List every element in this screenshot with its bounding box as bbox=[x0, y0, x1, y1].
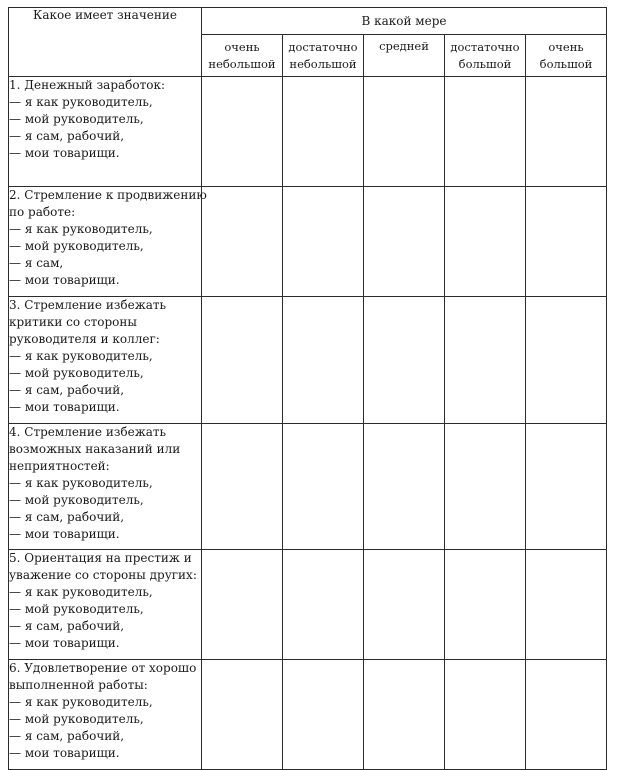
factor-subitem: — мой руководитель, bbox=[9, 712, 144, 726]
scale-header-very-large bbox=[526, 35, 607, 77]
rating-cell-medium[interactable] bbox=[364, 77, 445, 187]
factor-subitem: — мой руководитель, bbox=[9, 602, 144, 616]
factor-title-line: руководителя и коллег: bbox=[9, 332, 160, 346]
factor-row bbox=[9, 297, 607, 424]
factor-subitem: — мои товарищи. bbox=[9, 400, 120, 414]
factor-title-line: неприятностей: bbox=[9, 459, 110, 473]
factor-subitem: — я как руководитель, bbox=[9, 95, 153, 109]
factor-title-line: критики со стороны bbox=[9, 315, 137, 329]
rating-cell-medium[interactable] bbox=[364, 424, 445, 550]
factor-subitem: — я как руководитель, bbox=[9, 695, 153, 709]
rating-cell-fairly-small[interactable] bbox=[283, 297, 364, 424]
rating-cell-fairly-large[interactable] bbox=[445, 77, 526, 187]
factor-subitem: — я сам, bbox=[9, 256, 64, 270]
factor-cell bbox=[9, 550, 202, 660]
factor-cell bbox=[9, 187, 207, 297]
factor-subitem: — я как руководитель, bbox=[9, 476, 153, 490]
factor-title-line: 4. Стремление избежать bbox=[9, 425, 167, 439]
factor-subitem: — я сам, рабочий, bbox=[9, 619, 125, 633]
header-row-top bbox=[9, 8, 607, 35]
rating-cell-fairly-large[interactable] bbox=[445, 424, 526, 550]
factor-subitem: — мой руководитель, bbox=[9, 239, 144, 253]
factor-title-line: уважение со стороны других: bbox=[9, 568, 197, 582]
rating-cell-medium[interactable] bbox=[364, 660, 445, 770]
scale-header-fairly-small bbox=[283, 35, 364, 77]
factor-cell bbox=[9, 660, 202, 770]
factor-subitem: — я как руководитель, bbox=[9, 222, 153, 236]
factor-subitem: — мои товарищи. bbox=[9, 273, 120, 287]
rating-cell-fairly-small[interactable] bbox=[283, 660, 364, 770]
factor-title-line: 6. Удовлетворение от хорошо bbox=[9, 661, 197, 675]
rating-cell-very-small[interactable] bbox=[202, 660, 283, 770]
factor-subitem: — я сам, рабочий, bbox=[9, 729, 125, 743]
factor-cell bbox=[9, 77, 202, 187]
survey-table bbox=[8, 7, 607, 770]
rating-cell-medium[interactable] bbox=[364, 550, 445, 660]
rating-cell-fairly-large[interactable] bbox=[445, 187, 526, 297]
scale-label-line1: очень bbox=[224, 39, 260, 54]
rating-cell-fairly-small[interactable] bbox=[283, 550, 364, 660]
importance-column-header: Какое имеет значение bbox=[9, 8, 202, 77]
factor-title-line: 3. Стремление избежать bbox=[9, 298, 167, 312]
rating-cell-fairly-small[interactable] bbox=[283, 187, 364, 297]
scale-label-line2: большой bbox=[539, 56, 593, 71]
factor-title-line: выполненной работы: bbox=[9, 678, 148, 692]
factor-title-line: возможных наказаний или bbox=[9, 442, 181, 456]
factor-subitem: — мой руководитель, bbox=[9, 366, 144, 380]
rating-cell-fairly-large[interactable] bbox=[445, 297, 526, 424]
scale-label-line1: достаточно bbox=[450, 39, 520, 54]
scale-label-line1: средней bbox=[379, 39, 429, 53]
survey-body bbox=[9, 77, 607, 770]
rating-cell-fairly-small[interactable] bbox=[283, 77, 364, 187]
factor-subitem: — мои товарищи. bbox=[9, 636, 120, 650]
rating-cell-very-large[interactable] bbox=[526, 297, 607, 424]
factor-subitem: — мои товарищи. bbox=[9, 527, 120, 541]
scale-label-line2: небольшой bbox=[289, 56, 357, 71]
rating-cell-very-small[interactable] bbox=[202, 77, 283, 187]
scale-header-medium bbox=[364, 35, 445, 77]
rating-cell-very-small[interactable] bbox=[202, 550, 283, 660]
rating-cell-very-large[interactable] bbox=[526, 660, 607, 770]
factor-cell bbox=[9, 297, 202, 424]
factor-row bbox=[9, 187, 607, 297]
rating-cell-fairly-small[interactable] bbox=[283, 424, 364, 550]
factor-subitem: — я сам, рабочий, bbox=[9, 129, 125, 143]
scale-label-line2: большой bbox=[458, 56, 512, 71]
factor-title-line: 5. Ориентация на престиж и bbox=[9, 551, 192, 565]
factor-subitem: — мои товарищи. bbox=[9, 746, 120, 760]
factor-row bbox=[9, 660, 607, 770]
scale-label-line2: небольшой bbox=[208, 56, 276, 71]
rating-cell-very-small[interactable] bbox=[202, 424, 283, 550]
scale-label-line1: достаточно bbox=[288, 39, 358, 54]
factor-subitem: — мои товарищи. bbox=[9, 146, 120, 160]
scale-label-line1: очень bbox=[548, 39, 584, 54]
scale-header-fairly-large bbox=[445, 35, 526, 77]
factor-subitem: — я как руководитель, bbox=[9, 349, 153, 363]
factor-title-line: по работе: bbox=[9, 205, 76, 219]
factor-subitem: — я сам, рабочий, bbox=[9, 510, 125, 524]
scale-header-very-small bbox=[202, 35, 283, 77]
factor-subitem: — я как руководитель, bbox=[9, 585, 153, 599]
rating-cell-fairly-large[interactable] bbox=[445, 660, 526, 770]
rating-cell-very-large[interactable] bbox=[526, 424, 607, 550]
factor-title-line: 2. Стремление к продвижению bbox=[9, 188, 207, 202]
rating-cell-very-small[interactable] bbox=[202, 297, 283, 424]
factor-cell bbox=[9, 424, 202, 550]
rating-cell-very-small[interactable] bbox=[202, 187, 283, 297]
factor-subitem: — мой руководитель, bbox=[9, 493, 144, 507]
factor-subitem: — я сам, рабочий, bbox=[9, 383, 125, 397]
rating-cell-medium[interactable] bbox=[364, 297, 445, 424]
rating-cell-very-large[interactable] bbox=[526, 77, 607, 187]
factor-row bbox=[9, 424, 607, 550]
factor-subitem: — мой руководитель, bbox=[9, 112, 144, 126]
factor-title-line: 1. Денежный заработок: bbox=[9, 78, 166, 92]
factor-row bbox=[9, 550, 607, 660]
extent-column-header: В какой мере bbox=[202, 8, 607, 35]
rating-cell-very-large[interactable] bbox=[526, 550, 607, 660]
rating-cell-very-large[interactable] bbox=[526, 187, 607, 297]
factor-row bbox=[9, 77, 607, 187]
rating-cell-fairly-large[interactable] bbox=[445, 550, 526, 660]
rating-cell-medium[interactable] bbox=[364, 187, 445, 297]
